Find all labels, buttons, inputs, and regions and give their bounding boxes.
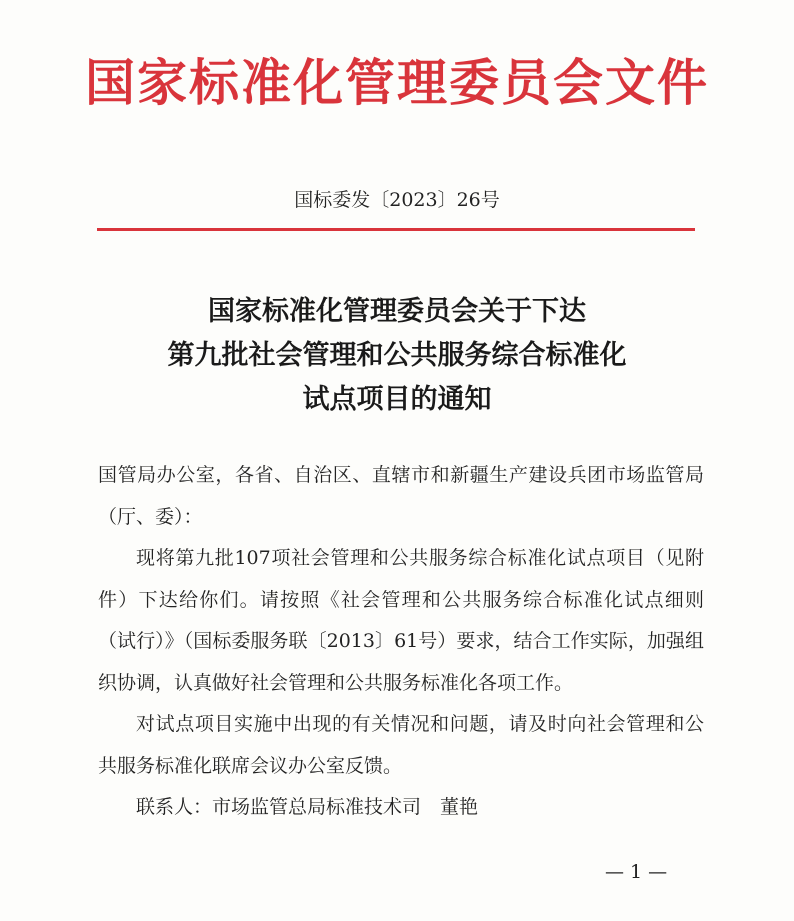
body-paragraph-1: 现将第九批107项社会管理和公共服务综合标准化试点项目（见附件）下达给你们。请按照《社会管理和公共服务综合标准化试点细则（试行）》（国标委服务联〔2013〕61号）要求，结合工作实际，加强组织协调，认真做好社会管理和公共服务标准化各项工作。: [98, 547, 704, 694]
issuer-header: 国家标准化管理委员会文件: [85, 54, 709, 112]
notice-title-line-3: 试点项目的通知: [302, 384, 492, 415]
notice-title-line-1: 国家标准化管理委员会关于下达: [208, 296, 586, 327]
red-divider-line: [97, 228, 695, 231]
body-paragraph-2: 对试点项目实施中出现的有关情况和问题，请及时向社会管理和公共服务标准化联席会议办公室反馈。: [98, 713, 704, 777]
notice-title: [0, 290, 794, 422]
notice-title-line-2: 第九批社会管理和公共服务综合标准化: [167, 340, 627, 371]
notice-body: [98, 455, 704, 829]
page-number: — 1 —: [605, 861, 668, 883]
document-number: 国标委发〔2023〕26号: [294, 189, 500, 211]
contact-line: 联系人：市场监管总局标准技术司 董艳: [136, 796, 479, 818]
recipients-line: 国管局办公室，各省、自治区、直辖市和新疆生产建设兵团市场监管局（厅、委）：: [98, 464, 704, 528]
